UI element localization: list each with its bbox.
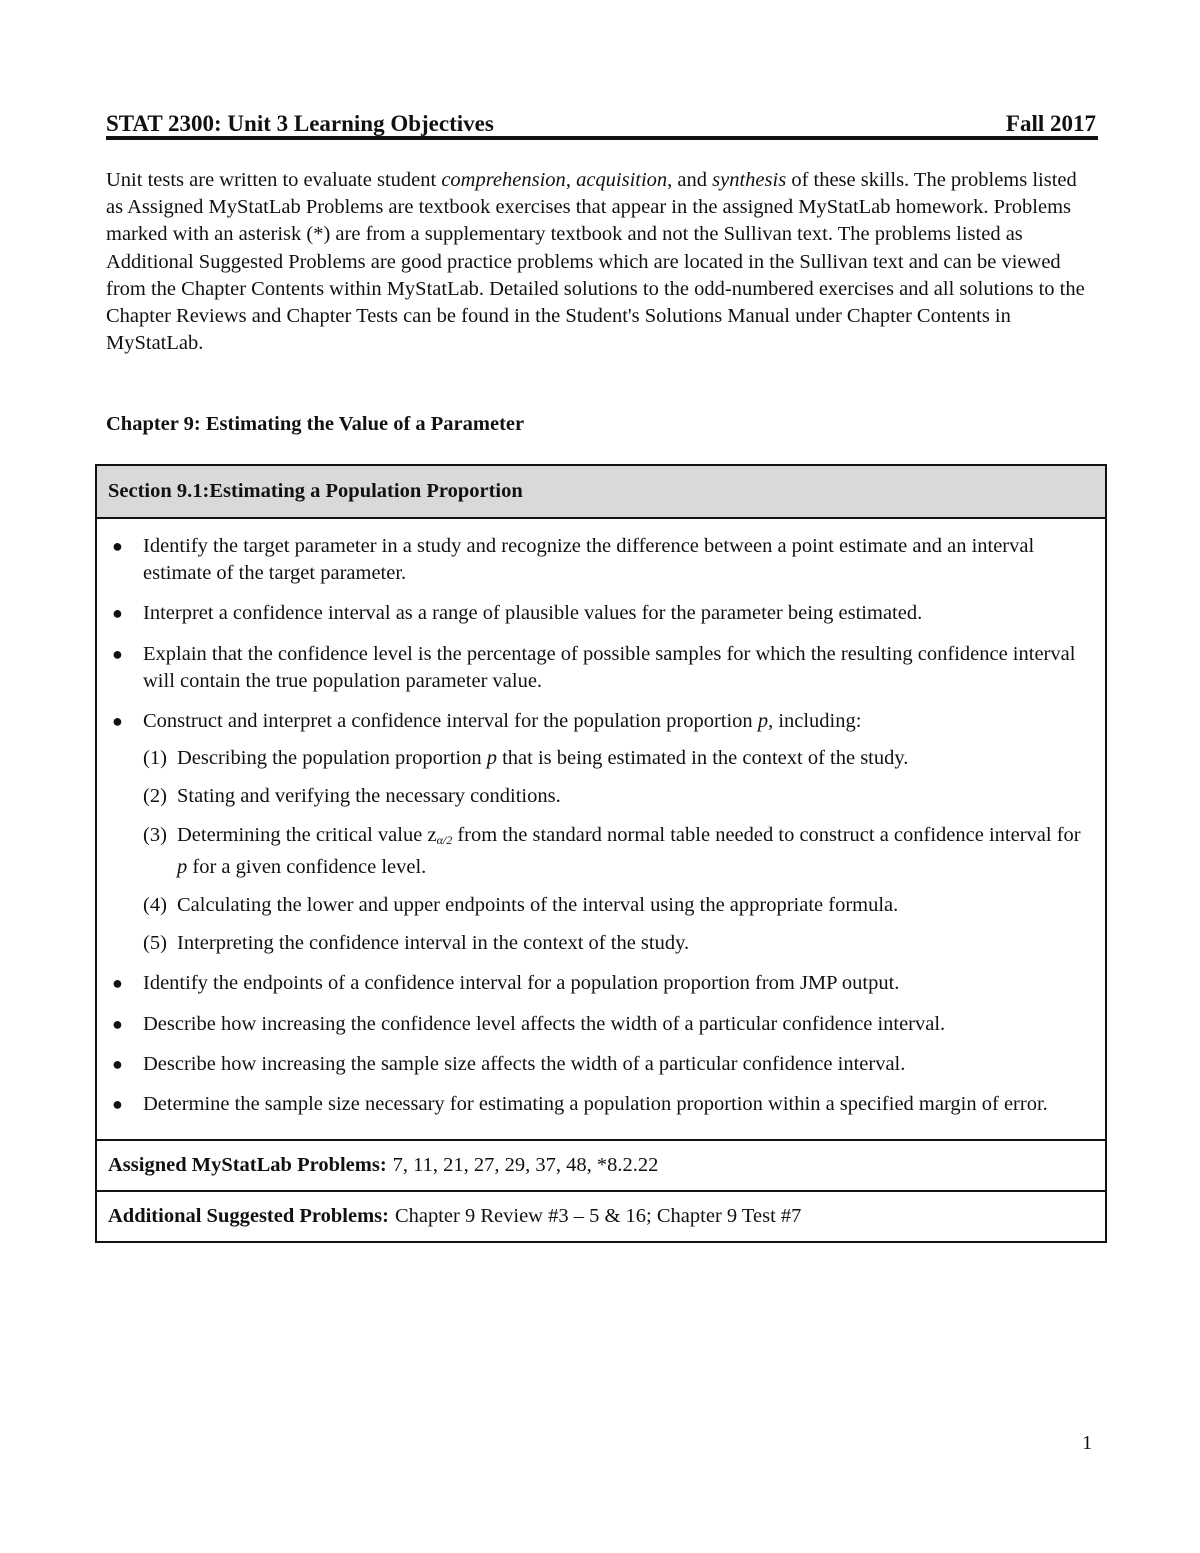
additional-problems-label: Additional Suggested Problems: xyxy=(108,1205,389,1228)
bullet-icon: ● xyxy=(112,1053,123,1074)
section-title: Estimating a Population Proportion xyxy=(209,480,523,502)
header-rule xyxy=(106,136,1098,140)
step-number: (3) xyxy=(143,823,167,846)
step-text: Interpreting the confidence interval in the context of the study. xyxy=(177,932,690,955)
list-item xyxy=(109,970,1091,997)
objective-text: Explain that the confidence level is the percentage of possible samples for which the resulting confidence interval will contain the true population parameter value. xyxy=(143,642,1076,692)
intro-sep-2: , and xyxy=(667,169,713,191)
list-item xyxy=(109,1091,1091,1118)
step-text: Determining the critical value z xyxy=(177,823,437,846)
assigned-problems-label: Assigned MyStatLab Problems: xyxy=(108,1154,387,1177)
intro-emphasis-comprehension: comprehension xyxy=(441,169,566,191)
step-text: that is being estimated in the context of the study. xyxy=(496,747,909,770)
intro-emphasis-acquisition: acquisition xyxy=(576,169,668,191)
page-number: 1 xyxy=(1082,1432,1093,1454)
list-item xyxy=(109,1011,1091,1038)
section-header xyxy=(97,466,1105,519)
step-number: (4) xyxy=(143,894,167,917)
intro-paragraph xyxy=(106,167,1098,357)
bullet-icon: ● xyxy=(112,1094,123,1115)
objective-text: Interpret a confidence interval as a range of plausible values for the parameter being estimated. xyxy=(143,602,923,625)
list-item xyxy=(143,783,1091,810)
objective-text: Determine the sample size necessary for estimating a population proportion within a specified margin of error. xyxy=(143,1093,1048,1116)
bullet-icon: ● xyxy=(112,1013,123,1034)
objective-text: Describe how increasing the sample size affects the width of a particular confidence interval. xyxy=(143,1052,906,1075)
objective-text: Identify the target parameter in a study and recognize the difference between a point estimate and an interval estimate of the target parameter. xyxy=(143,535,1035,585)
objectives-list xyxy=(97,519,1105,1141)
list-item xyxy=(143,930,1091,957)
step-number: (1) xyxy=(143,747,167,770)
list-item xyxy=(109,600,1091,627)
assigned-problems-value: 7, 11, 21, 27, 29, 37, 48, *8.2.22 xyxy=(392,1154,659,1177)
list-item xyxy=(143,822,1091,881)
bullet-icon: ● xyxy=(112,973,123,994)
list-item xyxy=(109,641,1091,695)
construct-steps xyxy=(143,745,1091,957)
additional-problems-row xyxy=(97,1192,1105,1241)
intro-sep-1: , xyxy=(565,169,577,191)
objective-text: Identify the endpoints of a confidence interval for a population proportion from JMP output. xyxy=(143,972,900,995)
list-item xyxy=(143,745,1091,772)
term-label: Fall 2017 xyxy=(1005,111,1096,136)
list-item xyxy=(143,892,1091,919)
step-number: (5) xyxy=(143,932,167,955)
course-title: STAT 2300: Unit 3 Learning Objectives xyxy=(106,111,494,136)
bullet-icon: ● xyxy=(112,536,123,556)
step-number: (2) xyxy=(143,785,167,808)
step-text: Stating and verifying the necessary conditions. xyxy=(177,785,561,808)
page-header xyxy=(106,108,1096,138)
objective-text xyxy=(143,710,861,732)
chapter-title: Chapter 9: Estimating the Value of a Parameter xyxy=(106,413,525,435)
bullet-icon: ● xyxy=(112,643,123,664)
intro-emphasis-synthesis: synthesis xyxy=(712,169,787,191)
variable-p: p xyxy=(177,855,188,878)
variable-p: p xyxy=(757,710,769,733)
intro-text-1: Unit tests are written to evaluate student xyxy=(106,169,442,191)
section-label: Section 9.1: xyxy=(108,480,210,502)
bullet-icon: ● xyxy=(112,711,123,732)
bullet-icon: ● xyxy=(112,603,123,624)
list-item xyxy=(109,708,1091,957)
list-item xyxy=(109,1051,1091,1078)
construct-lead: Construct and interpret a confidence interval for the population proportion xyxy=(143,710,758,733)
construct-tail: , including: xyxy=(768,710,862,733)
step-text: for a given confidence level. xyxy=(187,855,427,878)
objective-text: Describe how increasing the confidence level affects the width of a particular confidence interval. xyxy=(143,1012,946,1035)
list-item xyxy=(109,533,1091,587)
step-text: Calculating the lower and upper endpoints of the interval using the appropriate formula. xyxy=(177,894,899,917)
assigned-problems-row xyxy=(97,1141,1105,1192)
step-text: from the standard normal table needed to construct a confidence interval for xyxy=(452,823,1081,846)
intro-text-2: of these skills. The problems listed as Assigned MyStatLab Problems are textbook exercises that appear in the assigned MyStatLab homework. Problems marked with an asterisk (*) are from a supplementary textbook and not the Sullivan text. The problems listed as Additional Suggested Problems are good practice problems which are located in the Sullivan text and can be viewed from the Chapter Contents within MyStatLab. Detailed solutions to the odd-numbered exercises and all solutions to the Chapter Reviews and Chapter Tests can be found in the Student's Solutions Manual under Chapter Contents in MyStatLab. xyxy=(106,169,1085,355)
section-box xyxy=(95,464,1107,1243)
variable-p: p xyxy=(486,747,497,770)
step-text: Describing the population proportion xyxy=(177,747,487,770)
critical-value-subscript: α/2 xyxy=(436,832,453,847)
additional-problems-value: Chapter 9 Review #3 – 5 & 16; Chapter 9 Test #7 xyxy=(394,1205,802,1228)
